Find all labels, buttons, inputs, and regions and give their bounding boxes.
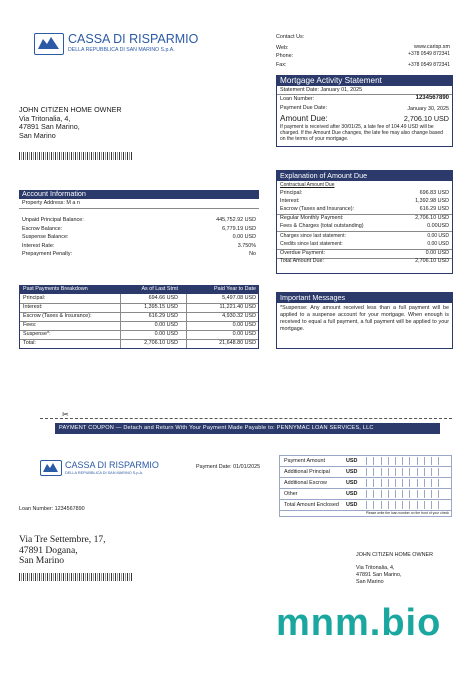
past-header-label: Past Payments Breakdown [23, 286, 88, 292]
coupon-field-row [280, 467, 451, 478]
explanation-value: 1,392.98 USD [415, 198, 449, 204]
coupon-bank-subname: DELLA REPUBBLICA DI SAN MARINO S.p.A. [65, 471, 144, 475]
coupon-loan-number: Loan Number: 1234567890 [19, 506, 85, 512]
coupon-field-row [280, 456, 451, 467]
coupon-field-currency: USD [346, 458, 358, 464]
account-value: 0.00 USD [232, 234, 256, 241]
past-header-last: As of Last Stmt [141, 286, 178, 292]
past-row [20, 304, 258, 312]
explanation-row [277, 250, 452, 258]
past-last: 2,706.10 USD [144, 340, 178, 346]
scissors-icon: ✂ [62, 410, 69, 419]
contact-block [276, 34, 452, 70]
coupon-amount-input[interactable] [360, 490, 439, 498]
past-ytd: 0.00 USD [232, 322, 256, 328]
explanation-row [277, 206, 452, 214]
phone-value: +378 0549 872341 [408, 51, 450, 57]
watermark [276, 602, 441, 644]
coupon-bank-name: CASSA DI RISPARMIO [65, 460, 159, 470]
explanation-value: 0.00 USD [425, 250, 449, 256]
explanation-row [277, 190, 452, 198]
statement-box [276, 75, 453, 147]
coupon-field-currency: USD [346, 469, 358, 475]
customer-street: Via Tritonalia, 4, [19, 113, 71, 123]
coupon-field-label: Additional Principal [284, 469, 330, 475]
account-title: Account Information [19, 190, 259, 199]
past-last: 0.00 USD [154, 331, 178, 337]
fax-label: Fax: [276, 62, 287, 68]
due-date-value: January 30, 2025 [407, 106, 449, 112]
past-header-ytd: Paid Year to Date [214, 286, 256, 292]
contact-title: Contact Us: [276, 34, 305, 40]
past-ytd: 4,930.32 USD [222, 313, 256, 319]
account-label: Suspense Balance: [22, 234, 69, 241]
past-last: 694.66 USD [148, 295, 178, 301]
web-link[interactable]: www.carisp.sm [414, 44, 450, 50]
explanation-box [276, 170, 453, 274]
account-label: Unpaid Principal Balance: [22, 217, 84, 223]
customer-region: San Marino [19, 130, 56, 140]
explanation-title: Explanation of Amount Due [277, 171, 452, 181]
bank-name: CASSA DI RISPARMIO [68, 32, 199, 46]
account-value: 445,752.92 USD [216, 217, 256, 223]
coupon-field-label: Other [284, 491, 298, 497]
past-label: Principal: [23, 295, 46, 301]
explanation-row [277, 233, 452, 241]
amount-due-value: 2,706.10 USD [403, 114, 449, 123]
past-label: Fees: [23, 322, 37, 328]
bank-emblem-icon [40, 460, 62, 476]
past-last: 1,395.15 USD [144, 304, 178, 310]
account-box [19, 190, 259, 262]
coupon-bank-logo [40, 460, 170, 480]
past-ytd: 11,221.40 USD [219, 304, 256, 310]
customer-address [19, 106, 219, 140]
past-row [20, 340, 258, 348]
bank-logo [34, 33, 204, 59]
coupon-rows [280, 456, 451, 510]
past-row [20, 313, 258, 321]
contractual-subtitle: Contractual Amount Due [280, 182, 335, 188]
explanation-row [277, 198, 452, 206]
web-label: Web: [276, 45, 289, 51]
past-ytd: 0.00 USD [232, 331, 256, 337]
account-row [19, 243, 259, 251]
coupon-field-label: Total Amount Enclosed [284, 502, 339, 508]
coupon-field-label: Payment Amount [284, 458, 326, 464]
amount-due-label: Amount Due: [280, 114, 328, 123]
bank-emblem-icon [34, 33, 64, 55]
messages-box [276, 292, 453, 349]
explanation-label: Interest: [280, 198, 300, 204]
remit-region: San Marino [19, 555, 65, 566]
account-label: Prepayment Penalty: [22, 251, 73, 258]
fax-value: +378 0549 872341 [408, 62, 450, 68]
customer-city: 47891 San Marino, [19, 122, 80, 132]
messages-body: *Suspense: Any amount received less than a full payment will be applied to a suspense account for your mortgage. When enough is received to equal a full payment, a full payment will be applied to your mortgage. [280, 305, 449, 332]
property-address: Property Address: M a n [22, 200, 80, 206]
past-payments-header [20, 286, 258, 294]
recipient-name: JOHN CITIZEN HOME OWNER [356, 552, 433, 558]
coupon-amount-input[interactable] [360, 468, 439, 476]
past-label: Suspense*: [23, 331, 51, 337]
explanation-row [277, 223, 452, 231]
recipient-address [356, 552, 433, 586]
coupon-field-row [280, 478, 451, 489]
coupon-note: Please write the loan number on the front of your check [365, 511, 449, 515]
past-label: Interest: [23, 304, 43, 310]
coupon-field-currency: USD [346, 480, 358, 486]
statement-date: Statement Date: January 01, 2025 [280, 87, 363, 93]
coupon-amount-input[interactable] [360, 479, 439, 487]
coupon-amount-input[interactable] [360, 501, 439, 509]
explanation-row [277, 241, 452, 249]
account-row [19, 226, 259, 234]
coupon-field-currency: USD [346, 491, 358, 497]
phone-label: Phone: [276, 53, 294, 59]
loan-number-value: 1234567890 [415, 95, 449, 101]
account-value: 3.750% [237, 242, 256, 249]
late-fee-note: If payment is received after 30/01/25, a late fee of 104.49 USD will be charged. If the Amount Due changes, the late fee may also change based on the terms of your mortgage. [280, 124, 443, 142]
account-label: Escrow Balance: [22, 225, 63, 232]
coupon-field-row [280, 500, 451, 511]
account-row [19, 234, 259, 242]
coupon-banner: PAYMENT COUPON — Detach and Return With Your Payment Made Payable to: PENNYMAC LOAN SERVICES, LLC [55, 423, 440, 434]
explanation-label: Principal: [280, 190, 303, 196]
account-row [19, 217, 259, 225]
past-label: Escrow (Taxes & Insurance): [23, 313, 92, 319]
detach-line [40, 418, 452, 419]
explanation-label: Total Amount Due: [280, 258, 325, 264]
explanation-label: Credits since last statement: [280, 241, 343, 247]
due-date-label: Payment Due Date: [280, 105, 328, 111]
past-last: 616.29 USD [148, 313, 178, 319]
explanation-rows [277, 190, 452, 273]
messages-title: Important Messages [277, 293, 452, 303]
coupon-payment-date: Payment Date: 01/01/2025 [196, 464, 261, 470]
bank-subname: DELLA REPUBBLICA DI SAN MARINO S.p.A. [68, 47, 175, 53]
past-ytd: 21,648.80 USD [219, 340, 256, 346]
coupon-field-currency: USD [346, 502, 358, 508]
explanation-row [277, 215, 452, 223]
remit-street: Via Tre Settembre, 17, [19, 534, 106, 545]
coupon-field-row [280, 489, 451, 500]
past-payments-table [19, 285, 259, 349]
explanation-value: 2,706.10 USD [415, 258, 449, 264]
explanation-label: Regular Monthly Payment: [280, 215, 344, 221]
explanation-row [277, 258, 452, 266]
explanation-value: 696.83 USD [419, 190, 449, 196]
past-label: Total: [23, 340, 36, 346]
explanation-value: 2,706.10 USD [415, 215, 449, 221]
explanation-value: 0.00USD [427, 223, 449, 229]
recipient-city: 47891 San Marino, [356, 572, 402, 578]
past-row [20, 322, 258, 330]
past-row [20, 295, 258, 303]
statement-title: Mortgage Activity Statement [277, 76, 452, 86]
explanation-value: 616.29 USD [419, 206, 449, 212]
customer-name: JOHN CITIZEN HOME OWNER [19, 105, 122, 114]
past-ytd: 5,497.08 USD [222, 295, 256, 301]
coupon-field-label: Additional Escrow [284, 480, 327, 486]
coupon-fields [279, 455, 452, 517]
remit-address [19, 535, 106, 567]
loan-number-label: Loan Number: [280, 96, 315, 102]
account-label: Interest Rate: [22, 242, 55, 249]
divider [277, 231, 452, 232]
past-row [20, 331, 258, 339]
account-row [19, 251, 259, 259]
explanation-value: 0.00 USD [427, 241, 449, 247]
account-rows [19, 217, 259, 262]
account-value: 6,779.19 USD [222, 225, 256, 232]
remit-city: 47891 Dogana, [19, 544, 78, 556]
coupon-amount-input[interactable] [360, 457, 439, 465]
explanation-label: Charges since last statement: [280, 233, 346, 239]
explanation-label: Overdue Payment: [280, 250, 325, 256]
past-payments-rows [20, 295, 258, 348]
explanation-label: Fees & Charges (total outstanding) [280, 223, 364, 229]
recipient-street: Via Tritonalia, 4, [356, 565, 395, 571]
explanation-label: Escrow (Taxes and Insurance): [280, 206, 355, 212]
account-value: No [249, 251, 256, 258]
postal-barcode [19, 152, 133, 160]
remit-barcode [19, 573, 133, 581]
past-last: 0.00 USD [154, 322, 178, 328]
explanation-value: 0.00 USD [427, 233, 449, 239]
watermark-text: mnm.bio [276, 602, 442, 644]
recipient-region: San Marino [356, 579, 384, 585]
